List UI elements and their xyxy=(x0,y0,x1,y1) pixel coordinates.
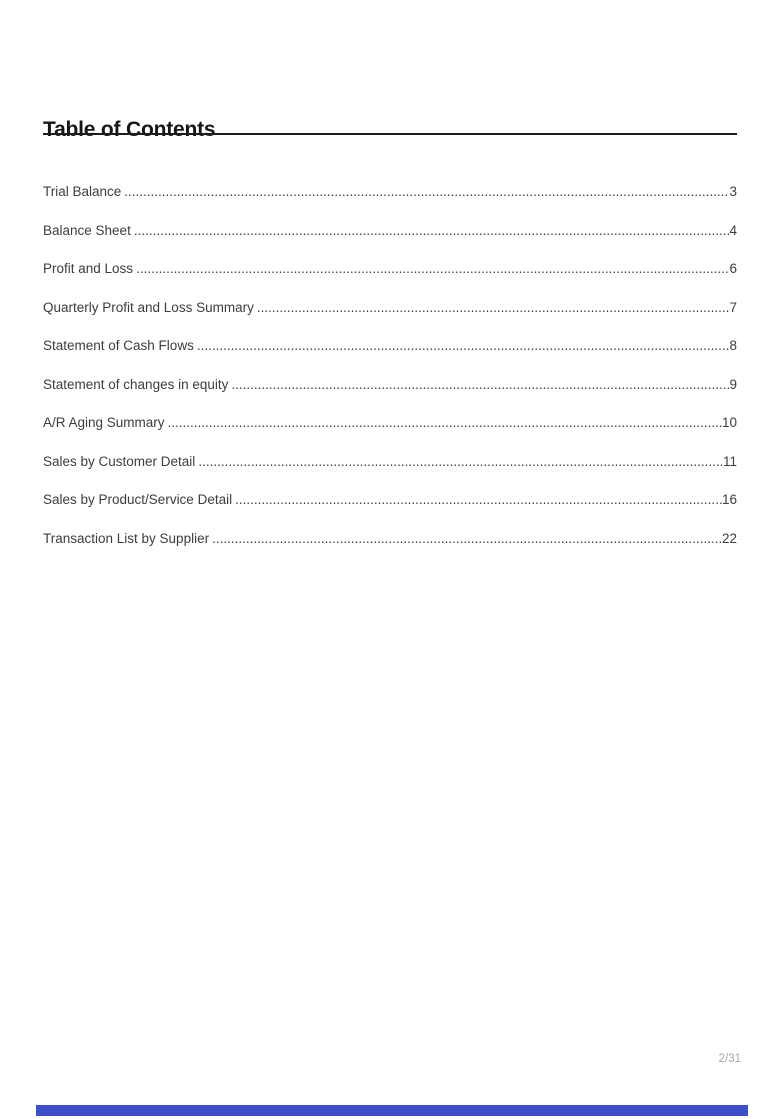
toc-leader-dots xyxy=(212,531,722,546)
toc-leader-dots xyxy=(124,184,729,199)
toc-entry-label: Quarterly Profit and Loss Summary xyxy=(43,299,254,315)
toc-entry-page: 9 xyxy=(729,376,737,392)
toc-entry-label: Profit and Loss xyxy=(43,261,134,276)
toc-entry-label: Sales by Product/Service Detail xyxy=(43,492,233,507)
toc-entry-label: Sales by Customer Detail xyxy=(43,453,196,469)
toc-entry[interactable] xyxy=(43,300,737,315)
toc-entry[interactable] xyxy=(43,223,737,238)
toc-entry[interactable] xyxy=(43,454,737,469)
toc-entry-label: Balance Sheet xyxy=(43,222,131,238)
toc-leader-dots xyxy=(136,261,729,276)
toc-entry[interactable] xyxy=(43,184,737,199)
toc-leader-dots xyxy=(235,492,722,507)
title-divider xyxy=(43,133,737,135)
toc-entry-label: Statement of changes in equity xyxy=(43,376,229,392)
toc-entry-label: A/R Aging Summary xyxy=(43,415,165,430)
toc-entry-page: 3 xyxy=(729,184,737,199)
toc-entry-page: 8 xyxy=(729,338,737,353)
toc-entry[interactable] xyxy=(43,377,737,392)
toc-entry-page: 16 xyxy=(721,492,737,507)
toc-leader-dots xyxy=(197,338,730,353)
footer-accent-bar xyxy=(36,1105,748,1116)
page-title: Table of Contents xyxy=(43,118,216,142)
toc-entry-page: 6 xyxy=(729,261,737,276)
toc-entry-page: 11 xyxy=(722,453,737,469)
toc-leader-dots xyxy=(198,454,723,469)
toc-leader-dots xyxy=(231,377,729,392)
toc-entry[interactable] xyxy=(43,338,737,353)
page-number-indicator: 2/31 xyxy=(718,1053,741,1065)
toc-entry-page: 10 xyxy=(721,415,737,430)
toc-entry[interactable] xyxy=(43,492,737,507)
toc-list xyxy=(43,184,737,569)
toc-entry-label: Transaction List by Supplier xyxy=(43,530,210,546)
toc-leader-dots xyxy=(257,300,730,315)
toc-entry[interactable] xyxy=(43,415,737,430)
toc-leader-dots xyxy=(134,223,730,238)
toc-entry-label: Statement of Cash Flows xyxy=(43,338,194,353)
toc-entry-page: 22 xyxy=(721,530,737,546)
toc-entry-page: 4 xyxy=(729,222,737,238)
toc-entry-label: Trial Balance xyxy=(43,184,122,199)
toc-entry[interactable] xyxy=(43,261,737,276)
toc-leader-dots xyxy=(168,415,722,430)
toc-entry-page: 7 xyxy=(729,299,737,315)
toc-entry[interactable] xyxy=(43,531,737,546)
